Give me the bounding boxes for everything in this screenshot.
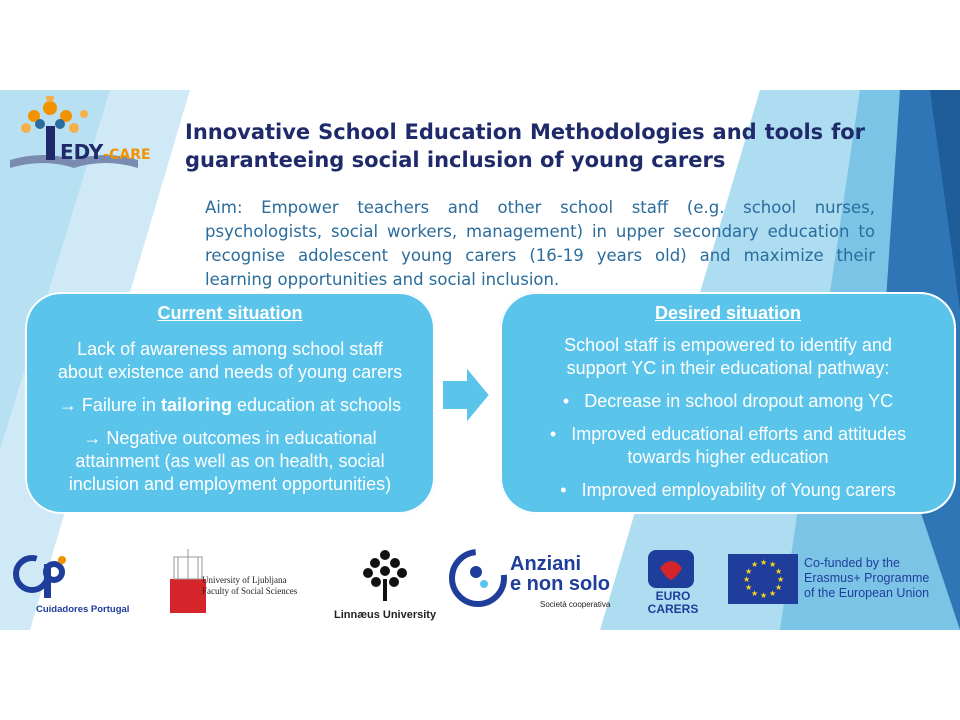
svg-text:★: ★ [775, 583, 783, 592]
right-arrow-icon [440, 364, 492, 426]
eu-flag-icon [728, 554, 798, 604]
current-line-2 [25, 394, 435, 417]
eu-line-3: of the European Union [804, 586, 930, 600]
erasmus-plus-logo [728, 554, 948, 610]
linnaeus-tree-icon [330, 545, 440, 605]
eu-line-2: Erasmus+ Programme [804, 571, 930, 585]
svg-text:★: ★ [775, 567, 783, 576]
anziani-sub: Società cooperativa [540, 600, 611, 609]
linnaeus-logo [330, 545, 440, 625]
cp-logo-icon [10, 552, 70, 602]
ljubljana-logo [168, 545, 318, 615]
desired-bullet-1: • Decrease in school dropout among YC [562, 391, 894, 411]
desired-bullet-3: • Improved employability of Young carers [560, 480, 896, 500]
svg-text:★: ★ [769, 560, 777, 569]
bullet-icon: • [562, 391, 570, 411]
current-situation-box [25, 292, 435, 514]
current-line-1: Lack of awareness among school staff about existence and needs of young carers [57, 339, 403, 382]
ljubljana-line-2: Faculty of Social Sciences [202, 586, 298, 596]
anziani-line-2: e non solo [510, 573, 610, 595]
svg-text:★: ★ [777, 575, 785, 584]
svg-text:★: ★ [760, 558, 768, 567]
logo-brand-suffix: -CARE [103, 147, 151, 163]
current-line-2-bold: tailoring [160, 395, 232, 415]
eurocarers-heart-icon [646, 548, 696, 590]
anziani-logo [448, 548, 628, 618]
eu-line-1: Co-funded by the [804, 556, 900, 570]
desired-situation-box [500, 292, 956, 514]
cp-name: Cuidadores Portugal [36, 604, 130, 615]
svg-text:★: ★ [760, 591, 768, 600]
slide-title: Innovative School Education Methodologies and tools for guaranteeing social inclusion of young carers [185, 120, 865, 172]
cuidadores-portugal-logo [10, 552, 150, 622]
aim-text: Aim: Empower teachers and other school staff (e.g. school nurses, psychologists, social workers, management) in upper secondary education to recognise adolescent young carers (16-19 years old) and maximize their learning opportunities and social inclusion. [205, 198, 875, 289]
eurocarers-line-2: CARERS [647, 602, 699, 616]
eurocarers-logo [640, 548, 710, 620]
svg-text:★: ★ [751, 589, 759, 598]
anziani-circle-icon [448, 548, 510, 610]
svg-text:★: ★ [751, 560, 759, 569]
current-line-3: → Negative outcomes in educational attainment (as well as on health, social inclusion and employment opportunities) [68, 428, 392, 494]
desired-intro: School staff is empowered to identify and support YC in their educational pathway: [564, 335, 892, 378]
desired-situation-heading: Desired situation [654, 303, 802, 323]
edy-care-logo [4, 96, 180, 178]
svg-text:★: ★ [745, 583, 753, 592]
svg-text:★: ★ [769, 589, 777, 598]
tree-book-icon [4, 96, 180, 178]
anziani-line-1: Anziani [510, 553, 582, 575]
current-line-2-post: education at schools [231, 395, 402, 415]
ljubljana-line-1: University of Ljubljana [202, 575, 287, 585]
svg-text:★: ★ [743, 575, 751, 584]
logo-brand: EDY [60, 140, 104, 164]
current-line-2-pre: → Failure in [58, 395, 161, 415]
current-situation-heading: Current situation [157, 303, 303, 323]
desired-bullet-2: • Improved educational efforts and attitudes towards higher education [549, 424, 907, 467]
eurocarers-line-1: EURO [655, 589, 691, 603]
bullet-icon: • [549, 424, 557, 444]
svg-text:★: ★ [745, 567, 753, 576]
bullet-icon: • [560, 480, 567, 500]
linnaeus-name: Linnæus University [334, 609, 437, 621]
